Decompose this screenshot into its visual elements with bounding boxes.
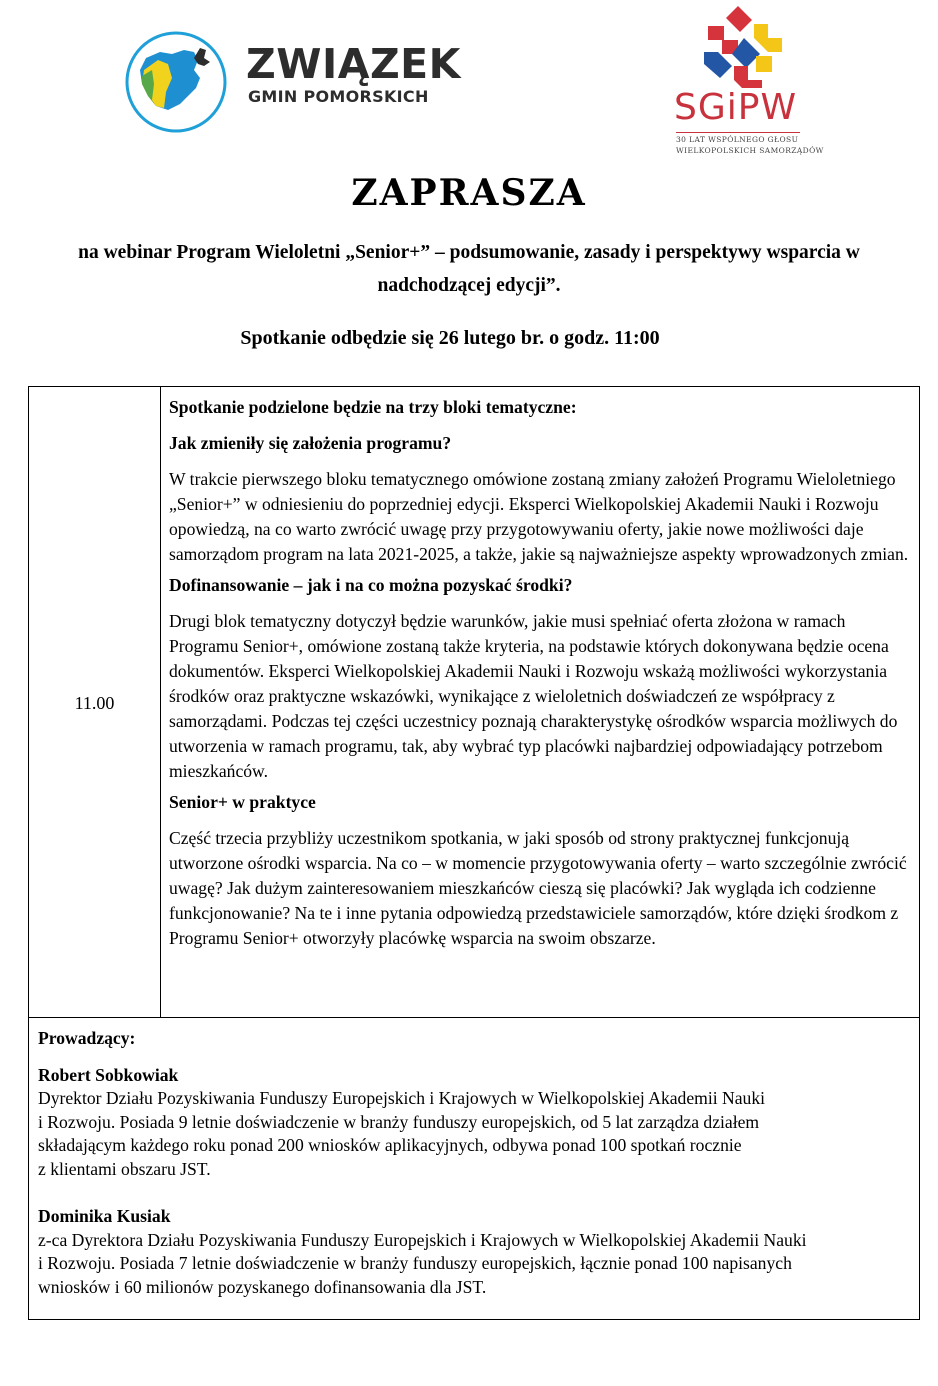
block-1-title: Jak zmieniły się założenia programu?: [169, 433, 452, 453]
host-bio-line: i Rozwoju. Posiada 9 letnie doświadczenie w branży funduszy europejskich, od 5 lat zarządza działem: [38, 1111, 760, 1132]
hosts-section: [38, 1027, 898, 1299]
block-3-title: Senior+ w praktyce: [169, 792, 316, 812]
sgipw-logo: [670, 4, 824, 160]
table-row-divider: [29, 1017, 919, 1018]
block-2-text: Drugi blok tematyczny dotyczył będzie warunków, jakie musi spełniać oferta złożona w ramach Programu Senior+, omówione zostaną także kryteria, na podstawie których dokonywana będzie ocena dokumentów. Eksperci Wielkopolskiej Akademii Nauki i Rozwoju wskażą możliwości wykorzystania środków oraz praktyczne wskazówki, wynikające z wieloletnich doświadczeń ze współpracy z samorządami. Podczas tej części uczestnicy poznają charakterystykę ośrodków wsparcia możliwych do utworzenia w ramach programu, tak, aby wybrać typ placówki najbardziej odpowiadający potrzebom mieszkańców.: [169, 611, 898, 781]
sgipw-tagline-1: 30 LAT WSPÓLNEGO GŁOSU: [676, 135, 799, 144]
host-name: Dominika Kusiak: [38, 1206, 171, 1226]
host-bio-line: z klientami obszaru JST.: [38, 1158, 211, 1179]
webinar-subtitle: na webinar Program Wieloletni „Senior+” – podsumowanie, zasady i perspektywy wsparcia w nadchodzącej edycji”.: [78, 242, 860, 296]
host-bio-line: i Rozwoju. Posiada 7 letnie doświadczenie w branży funduszy europejskich, łącznie ponad 100 napisanych: [38, 1253, 792, 1273]
host-bio-line: składającym każdego roku ponad 200 wniosków aplikacyjnych, odbywa ponad 100 spotkań rocznie: [38, 1135, 742, 1155]
zgp-logo: [124, 30, 461, 130]
sgipw-tagline-2: WIELKOPOLSKICH SAMORZĄDÓW: [676, 146, 824, 155]
agenda-content-cell: [169, 395, 909, 951]
block-2-title: Dofinansowanie – jak i na co można pozyskać środki?: [169, 575, 573, 595]
host-bio-line: Dyrektor Działu Pozyskiwania Funduszy Europejskich i Krajowych w Wielkopolskiej Akademii Nauki: [38, 1088, 766, 1108]
hosts-label: Prowadzący:: [38, 1028, 136, 1048]
host-bio-line: z-ca Dyrektora Działu Pozyskiwania Funduszy Europejskich i Krajowych w Wielkopolskiej Akademii Nauki: [38, 1229, 807, 1250]
host-name: Robert Sobkowiak: [38, 1064, 179, 1085]
agenda-intro: Spotkanie podzielone będzie na trzy bloki tematyczne:: [169, 397, 577, 417]
sgipw-name: SGiPW: [674, 87, 798, 128]
agenda-table: [28, 386, 920, 1320]
block-3-text: Część trzecia przybliży uczestnikom spotkania, w jaki sposób od strony praktycznej funkcjonują utworzone ośrodki wsparcia. Na co – w momencie przygotowywania oferty – warto szczególnie zwrócić uwagę? Jak dużym zainteresowaniem mieszkańców cieszą się placówki? Jak wygląda ich codzienne funkcjonowanie? Na te i inne pytania odpowiedzą przedstawiciele samorządów, które dzięki środkom z Programu Senior+ otworzyły placówkę wsparcia na swoim obszarze.: [169, 828, 907, 948]
meeting-info: Spotkanie odbędzie się 26 lutego br. o godz. 11:00: [240, 327, 660, 349]
zgp-name: ZWIĄZEK: [246, 40, 461, 88]
sgipw-divider: [676, 132, 800, 133]
agenda-time: 11.00: [74, 693, 115, 713]
zgp-map-emblem: [124, 30, 228, 134]
sgipw-emblem: [694, 4, 784, 90]
host-bio-line: wniosków i 60 milionów pozyskanego dofinansowania dla JST.: [38, 1276, 487, 1297]
agenda-time-cell: [29, 387, 161, 1017]
block-1-text: W trakcie pierwszego bloku tematycznego omówione zostaną zmiany założeń Programu Wieloletniego „Senior+” w odniesieniu do poprzedniej edycji. Eksperci Wielkopolskiej Akademii Nauki i Rozwoju opowiedzą, na co warto zwrócić uwagę przy przygotowywaniu oferty, jakie nowe możliwości daje samorządom program na lata 2021-2025, a także, jakie są najważniejsze aspekty wprowadzonych zmian.: [169, 469, 909, 564]
zgp-subname: GMIN POMORSKICH: [248, 87, 429, 106]
headline: ZAPRASZA: [351, 172, 587, 214]
